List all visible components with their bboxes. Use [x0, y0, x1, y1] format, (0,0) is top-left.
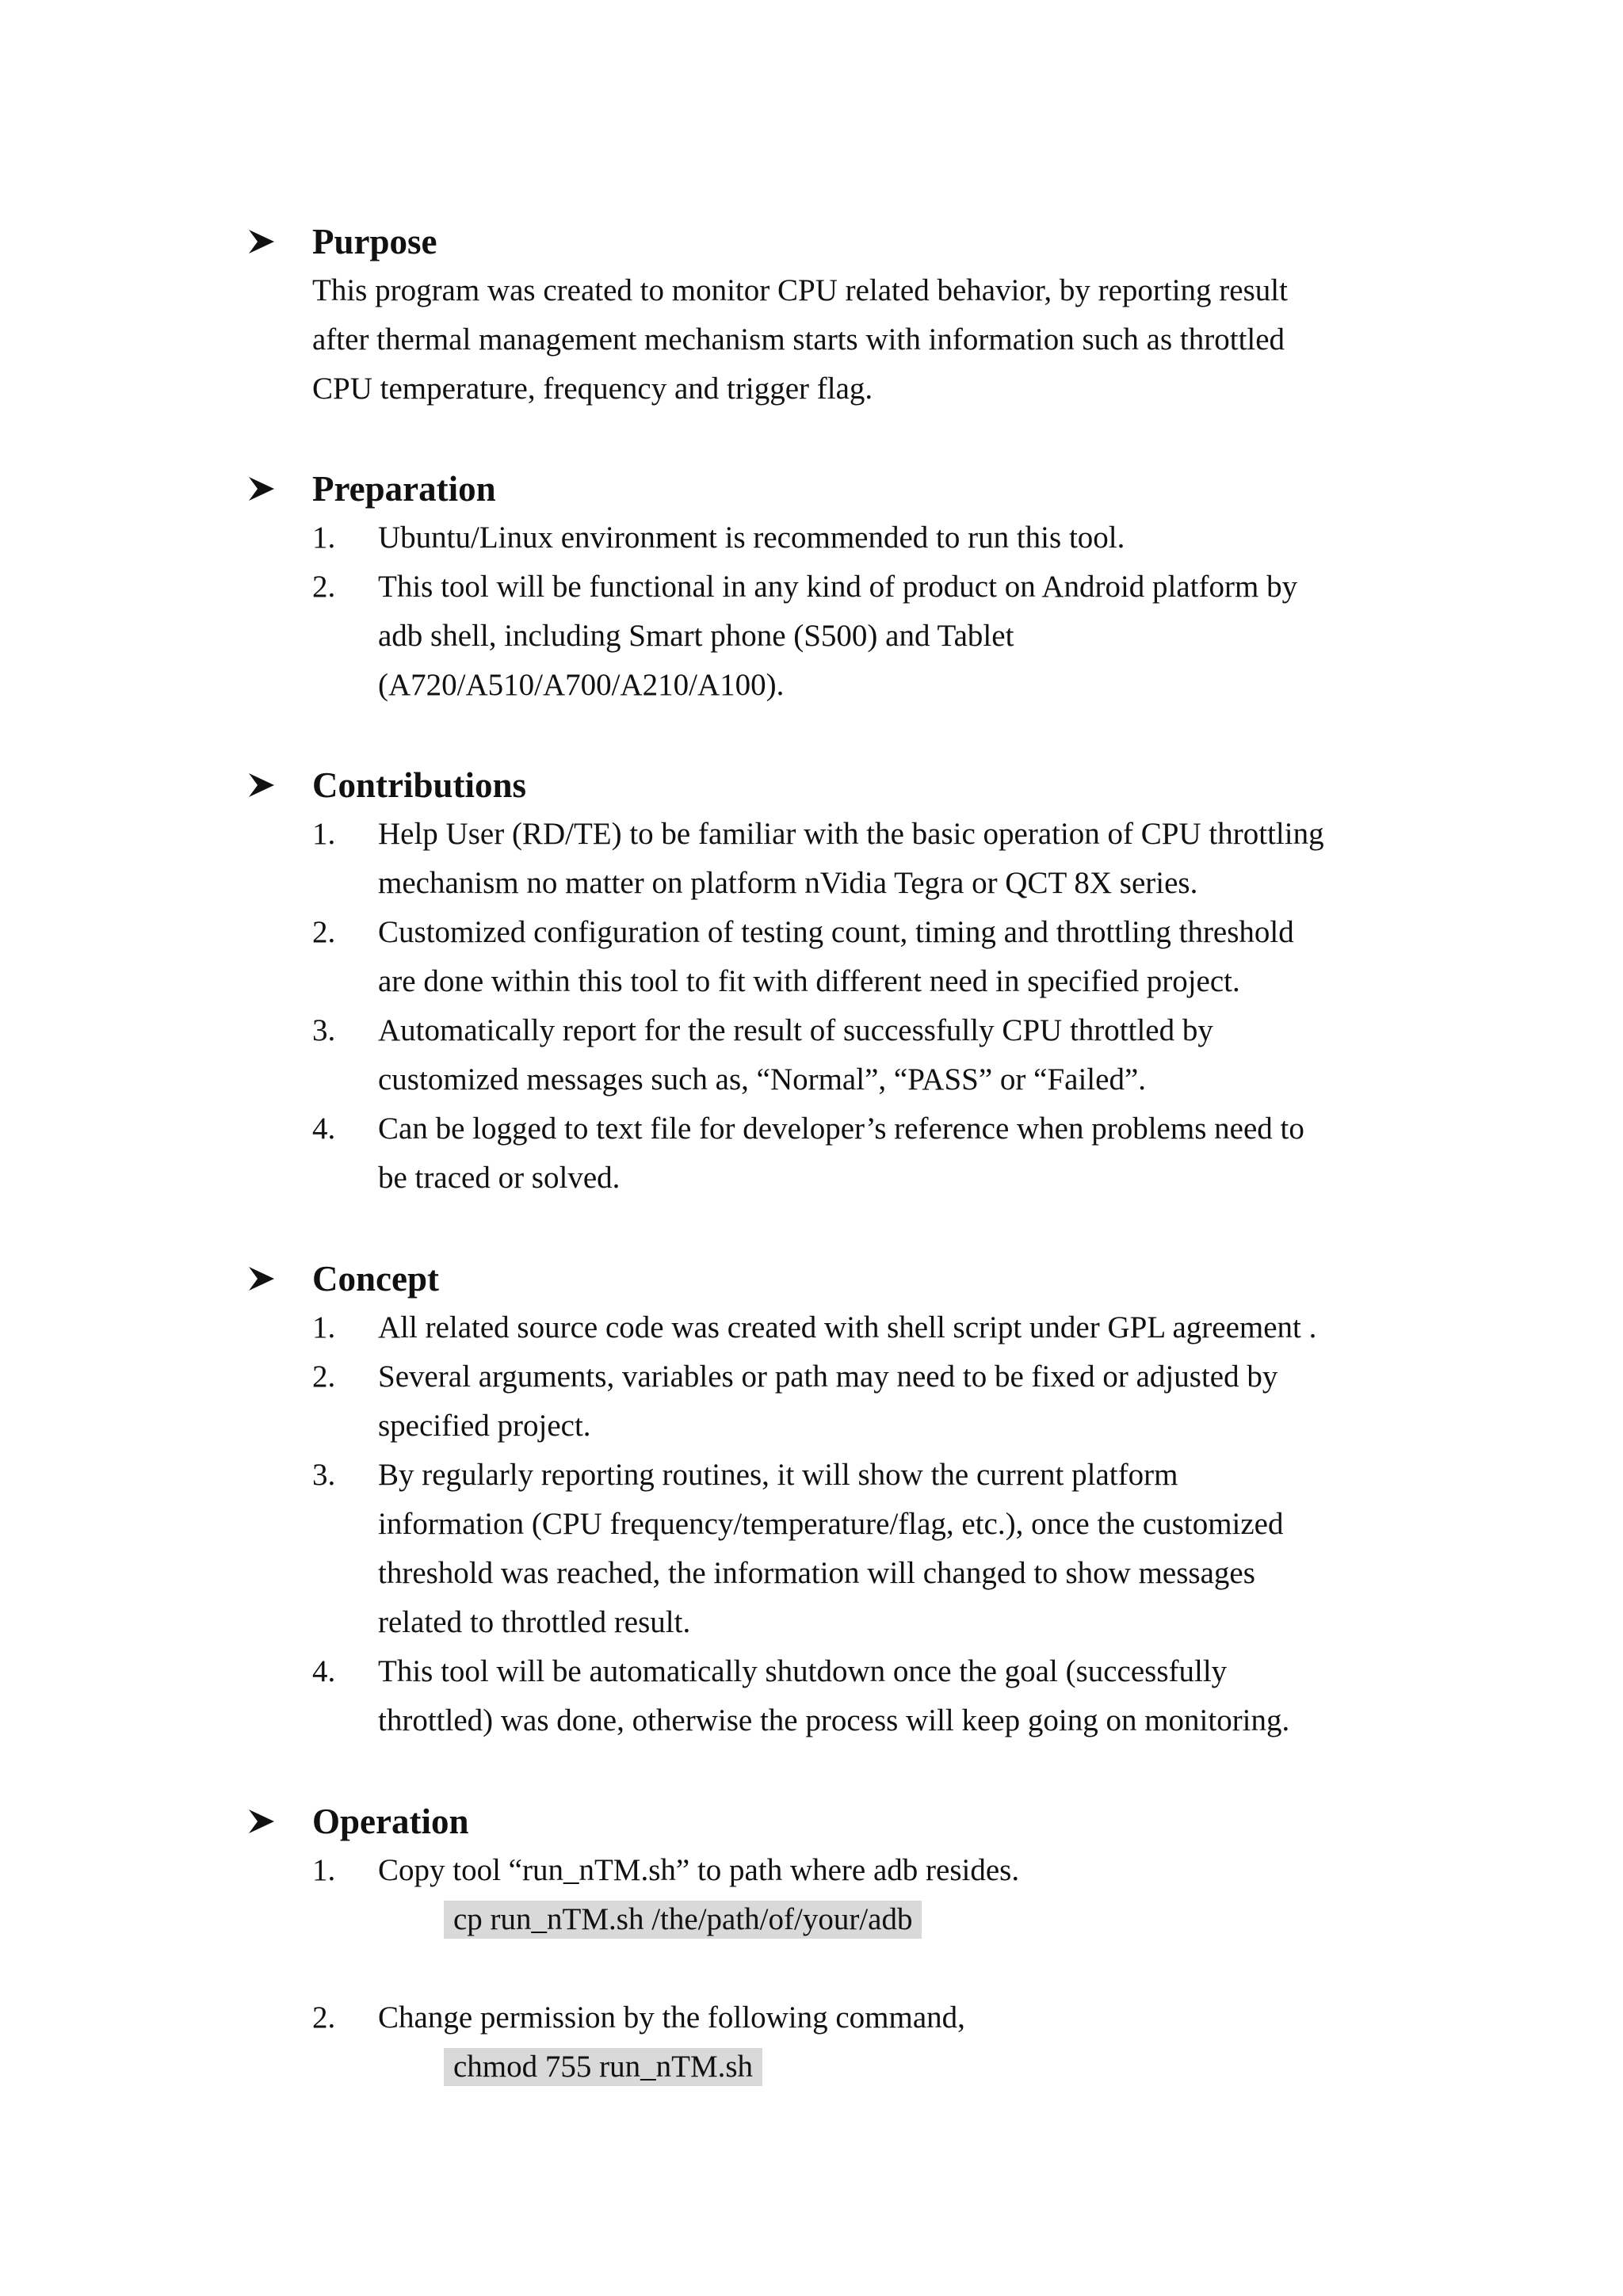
list-item-line: This tool will be automatically shutdown once the goal (successfully — [378, 1654, 1228, 1688]
list-item — [0, 810, 1623, 908]
section-heading — [0, 217, 1623, 266]
arrowhead-bullet-icon — [247, 228, 276, 255]
list-item-line: Change permission by the following command, — [378, 2000, 965, 2035]
list-number: 2. — [312, 915, 336, 949]
heading-text: Concept — [312, 1259, 439, 1299]
list-item-line: Help User (RD/TE) to be familiar with the basic operation of CPU throttling — [378, 817, 1324, 851]
list-item-line: specified project. — [378, 1409, 591, 1443]
purpose-paragraph — [312, 266, 1390, 414]
section-heading — [0, 761, 1623, 810]
list-number: 2. — [312, 570, 336, 604]
list-item — [0, 563, 1623, 710]
list-item — [0, 1451, 1623, 1647]
list-number: 2. — [312, 2000, 336, 2035]
list-number: 1. — [312, 1853, 336, 1887]
preparation-list — [0, 513, 1623, 710]
list-number: 2. — [312, 1360, 336, 1394]
list-item-line: Customized configuration of testing count, timing and throttling threshold — [378, 915, 1294, 949]
list-number: 4. — [312, 1654, 336, 1688]
list-item-line: Copy tool “run_nTM.sh” to path where adb resides. — [378, 1853, 1020, 1887]
arrowhead-bullet-icon — [247, 772, 276, 799]
list-item-line: Several arguments, variables or path may need to be fixed or adjusted by — [378, 1360, 1278, 1394]
command-snippet: chmod 755 run_nTM.sh — [444, 2048, 762, 2086]
list-number: 3. — [312, 1013, 336, 1047]
list-item-line: customized messages such as, “Normal”, “PASS” or “Failed”. — [378, 1062, 1147, 1097]
list-item — [0, 1846, 1623, 1993]
list-item — [0, 1647, 1623, 1745]
list-item-line: be traced or solved. — [378, 1161, 621, 1195]
concept-list — [0, 1303, 1623, 1745]
contributions-list — [0, 810, 1623, 1203]
arrowhead-bullet-icon — [247, 475, 276, 502]
list-number: 1. — [312, 521, 336, 555]
list-item-line: By regularly reporting routines, it will show the current platform — [378, 1458, 1178, 1492]
list-item-line: adb shell, including Smart phone (S500) and Tablet — [378, 619, 1014, 653]
list-item-line: All related source code was created with shell script under GPL agreement . — [378, 1310, 1317, 1344]
heading-text: Purpose — [312, 222, 437, 261]
heading-text: Contributions — [312, 765, 527, 805]
list-item-line: throttled) was done, otherwise the process will keep going on monitoring. — [378, 1703, 1290, 1737]
list-item-line: This tool will be functional in any kind of product on Android platform by — [378, 570, 1298, 604]
heading-text: Operation — [312, 1802, 469, 1841]
command-snippet: cp run_nTM.sh /the/path/of/your/adb — [444, 1901, 922, 1939]
paragraph-line: This program was created to monitor CPU related behavior, by reporting result — [312, 273, 1288, 307]
list-number: 1. — [312, 1310, 336, 1344]
section-heading — [0, 464, 1623, 513]
paragraph-line: CPU temperature, frequency and trigger flag. — [312, 372, 873, 406]
section-heading — [0, 1254, 1623, 1303]
list-item-line: related to throttled result. — [378, 1605, 691, 1639]
operation-list — [0, 1846, 1623, 2092]
paragraph-line: after thermal management mechanism starts with information such as throttled — [312, 322, 1285, 357]
list-item — [0, 908, 1623, 1006]
list-item — [0, 1352, 1623, 1451]
list-item — [0, 1993, 1623, 2092]
list-item-line: threshold was reached, the information will changed to show messages — [378, 1556, 1255, 1590]
list-item-line: Can be logged to text file for developer’s reference when problems need to — [378, 1112, 1304, 1146]
list-item-line: mechanism no matter on platform nVidia Tegra or QCT 8X series. — [378, 866, 1198, 900]
list-number: 1. — [312, 817, 336, 851]
list-item — [0, 1303, 1623, 1352]
list-number: 3. — [312, 1458, 336, 1492]
section-heading — [0, 1797, 1623, 1846]
list-item-line: Automatically report for the result of successfully CPU throttled by — [378, 1013, 1213, 1047]
list-item-line: (A720/A510/A700/A210/A100). — [378, 668, 785, 702]
list-number: 4. — [312, 1112, 336, 1146]
arrowhead-bullet-icon — [247, 1265, 276, 1292]
list-item-line: Ubuntu/Linux environment is recommended to run this tool. — [378, 521, 1125, 555]
list-item-line: are done within this tool to fit with different need in specified project. — [378, 964, 1240, 998]
heading-text: Preparation — [312, 469, 496, 509]
list-item — [0, 513, 1623, 563]
list-item — [0, 1104, 1623, 1203]
list-item-line: information (CPU frequency/temperature/flag, etc.), once the customized — [378, 1507, 1284, 1541]
arrowhead-bullet-icon — [247, 1808, 276, 1835]
list-item — [0, 1006, 1623, 1104]
